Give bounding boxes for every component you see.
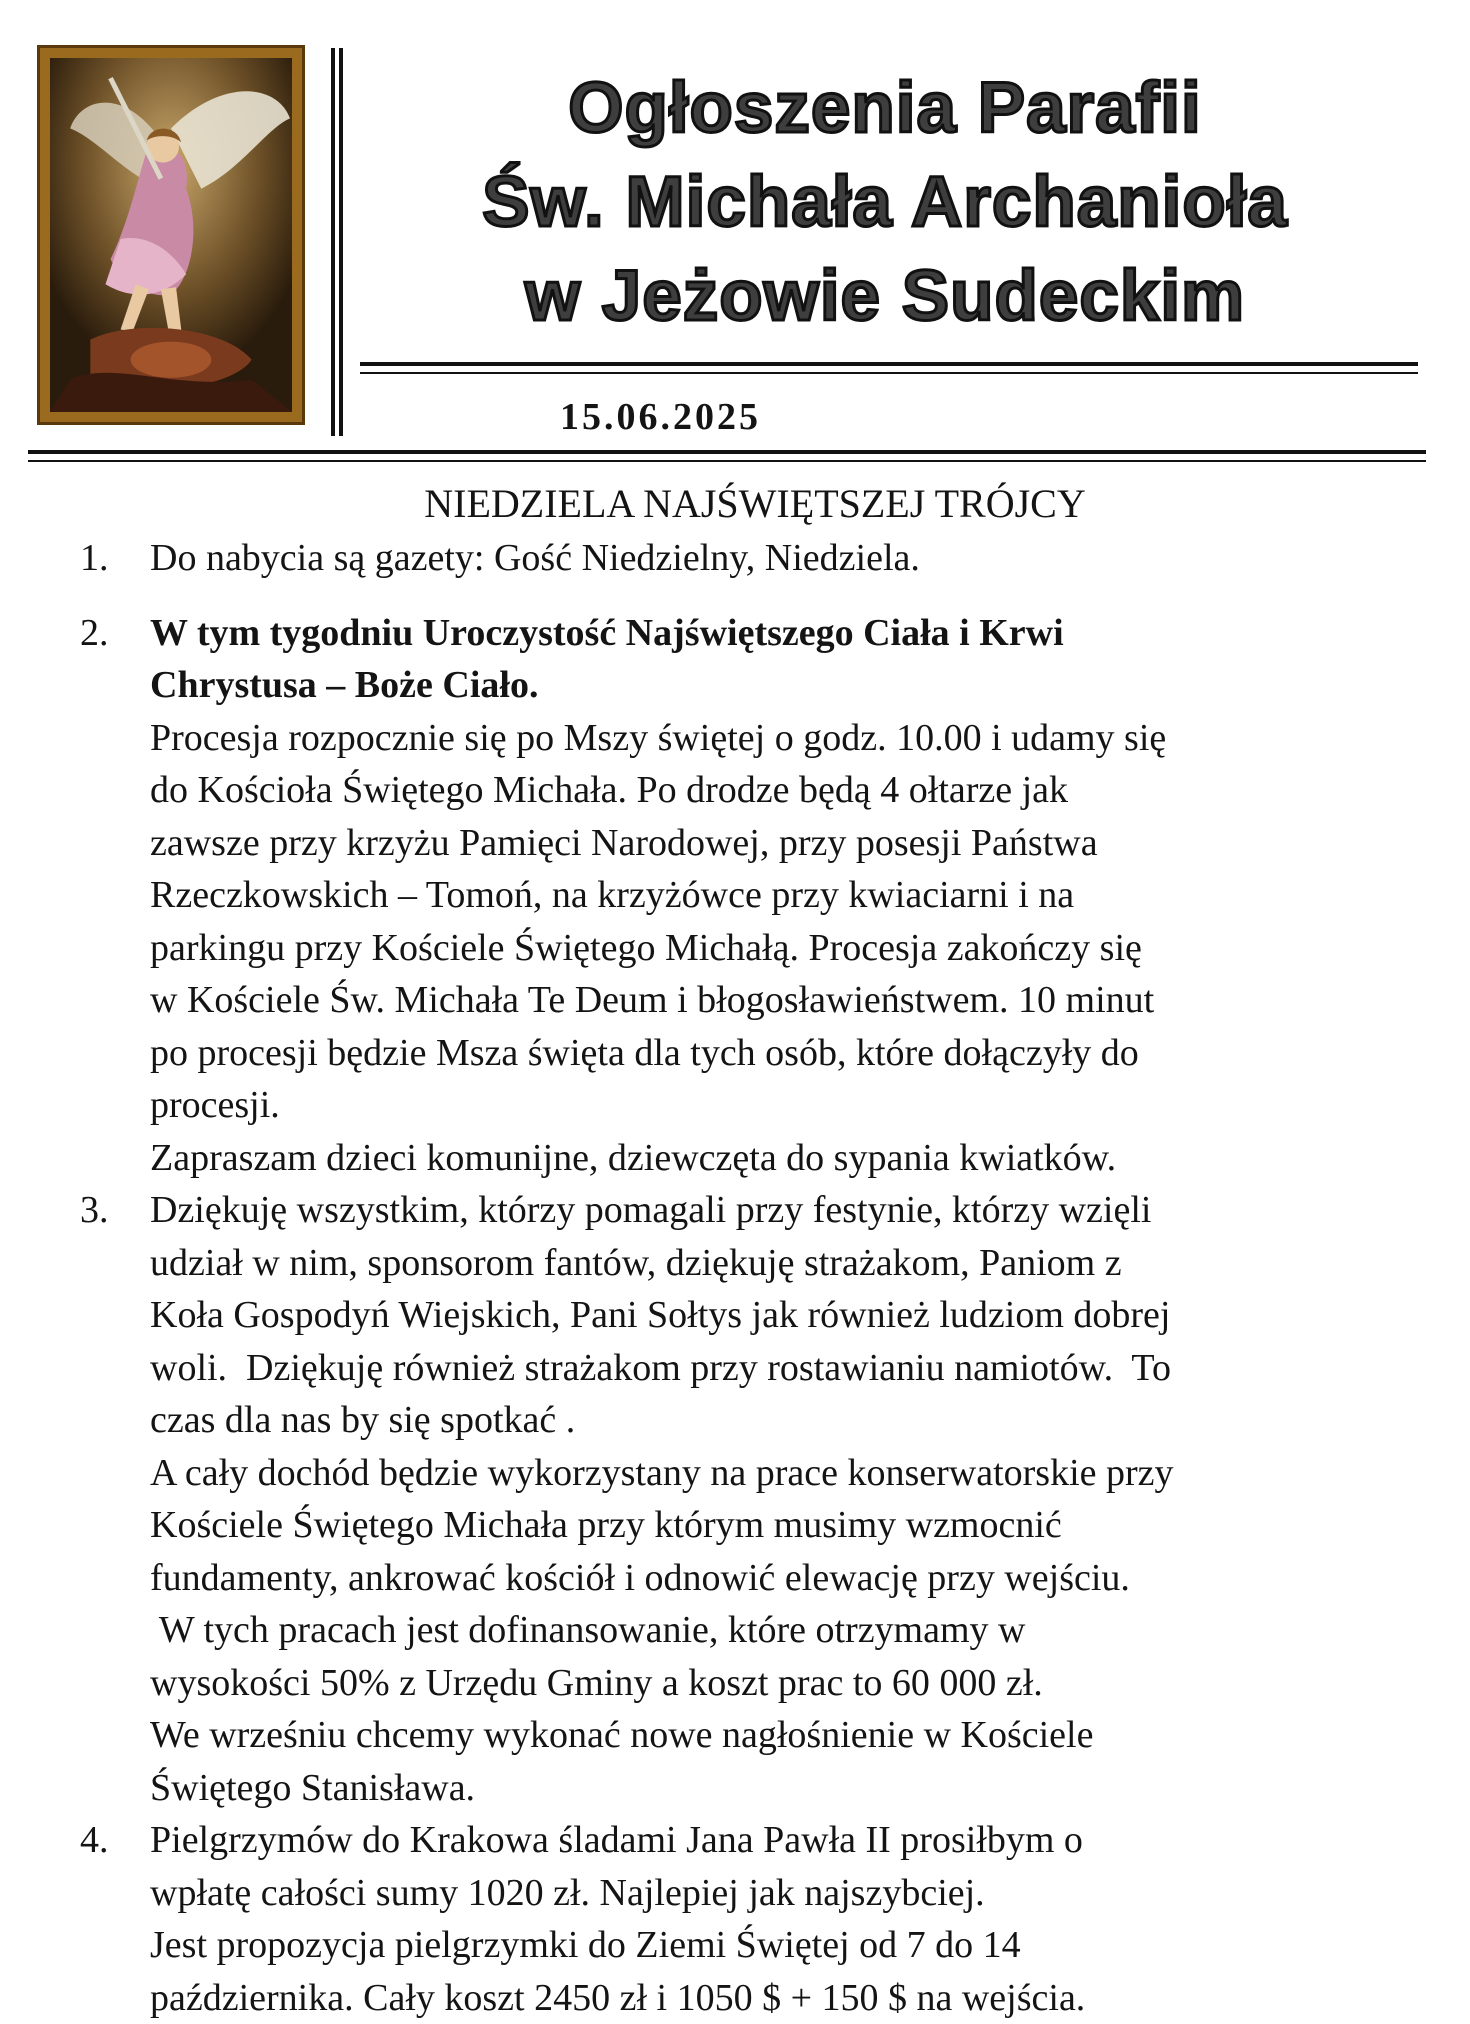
vertical-rule-1 <box>331 48 335 436</box>
announcement-2 <box>80 607 1420 1185</box>
item-line: Procesja rozpocznie się po Mszy świętej o godz. 10.00 i udamy się <box>150 712 1420 765</box>
item-line: Świętego Stanisława. <box>150 1762 1420 1815</box>
bulletin-date: 15.06.2025 <box>560 395 761 439</box>
archangel-michael-icon <box>40 48 302 422</box>
item-line: wpłatę całości sumy 1020 zł. Najlepiej jak najszybciej. <box>150 1867 1420 1920</box>
bulletin-title <box>345 62 1425 344</box>
announcements-list <box>80 532 1420 2024</box>
sunday-subtitle: NIEDZIELA NAJŚWIĘTSZEJ TRÓJCY <box>0 480 1470 527</box>
item-line: po procesji będzie Msza święta dla tych osób, które dołączyły do <box>150 1027 1420 1080</box>
announcement-3 <box>80 1184 1420 1814</box>
item-line: We wrześniu chcemy wykonać nowe nagłośnienie w Kościele <box>150 1709 1420 1762</box>
item-number: 3. <box>80 1184 109 1237</box>
item-line: w Kościele Św. Michała Te Deum i błogosławieństwem. 10 minut <box>150 974 1420 1027</box>
item-line: fundamenty, ankrować kościół i odnowić elewację przy wejściu. <box>150 1552 1420 1605</box>
header-rule-top <box>360 362 1418 366</box>
header-rule-bottom <box>360 372 1418 374</box>
item-line: W tych pracach jest dofinansowanie, które otrzymamy w <box>150 1604 1420 1657</box>
announcement-4 <box>80 1814 1420 2024</box>
item-line: zawsze przy krzyżu Pamięci Narodowej, przy posesji Państwa <box>150 817 1420 870</box>
item-line: Do nabycia są gazety: Gość Niedzielny, Niedziela. <box>150 532 1420 585</box>
announcement-1 <box>80 532 1420 585</box>
section-rule-bottom <box>28 460 1426 462</box>
item-line: Kościele Świętego Michała przy którym musimy wzmocnić <box>150 1499 1420 1552</box>
item-line: Koła Gospodyń Wiejskich, Pani Sołtys jak również ludziom dobrej <box>150 1289 1420 1342</box>
item-line: woli. Dziękuję również strażakom przy rostawianiu namiotów. To <box>150 1342 1420 1395</box>
item-line: Zapraszam dzieci komunijne, dziewczęta do sypania kwiatków. <box>150 1132 1420 1185</box>
item-number: 2. <box>80 607 109 660</box>
item-line: Rzeczkowskich – Tomoń, na krzyżówce przy kwiaciarni i na <box>150 869 1420 922</box>
item-line: parkingu przy Kościele Świętego Michałą. Procesja zakończy się <box>150 922 1420 975</box>
item-line: Pielgrzymów do Krakowa śladami Jana Pawła II prosiłbym o <box>150 1814 1420 1867</box>
item-number: 4. <box>80 1814 109 1867</box>
item-line: udział w nim, sponsorom fantów, dziękuję strażakom, Paniom z <box>150 1237 1420 1290</box>
item-line: października. Cały koszt 2450 zł i 1050 $ + 150 $ na wejścia. <box>150 1972 1420 2024</box>
vertical-rule-2 <box>339 48 343 436</box>
section-rule-top <box>28 450 1426 454</box>
item-line: Dziękuję wszystkim, którzy pomagali przy festynie, którzy wzięli <box>150 1184 1420 1237</box>
item-line: A cały dochód będzie wykorzystany na prace konserwatorskie przy <box>150 1447 1420 1500</box>
item-line: czas dla nas by się spotkać . <box>150 1394 1420 1447</box>
item-line: Jest propozycja pielgrzymki do Ziemi Świętej od 7 do 14 <box>150 1919 1420 1972</box>
title-line-1: Ogłoszenia Parafii <box>345 62 1425 156</box>
item-number: 1. <box>80 532 109 585</box>
item-line: procesji. <box>150 1079 1420 1132</box>
item-line: wysokości 50% z Urzędu Gminy a koszt prac to 60 000 zł. <box>150 1657 1420 1710</box>
title-line-3: w Jeżowie Sudeckim <box>345 250 1425 344</box>
item-line: do Kościoła Świętego Michała. Po drodze będą 4 ołtarze jak <box>150 764 1420 817</box>
title-line-2: Św. Michała Archanioła <box>345 156 1425 250</box>
item-heading-line: Chrystusa – Boże Ciało. <box>150 659 1420 712</box>
item-heading-line: W tym tygodniu Uroczystość Najświętszego Ciała i Krwi <box>150 607 1420 660</box>
